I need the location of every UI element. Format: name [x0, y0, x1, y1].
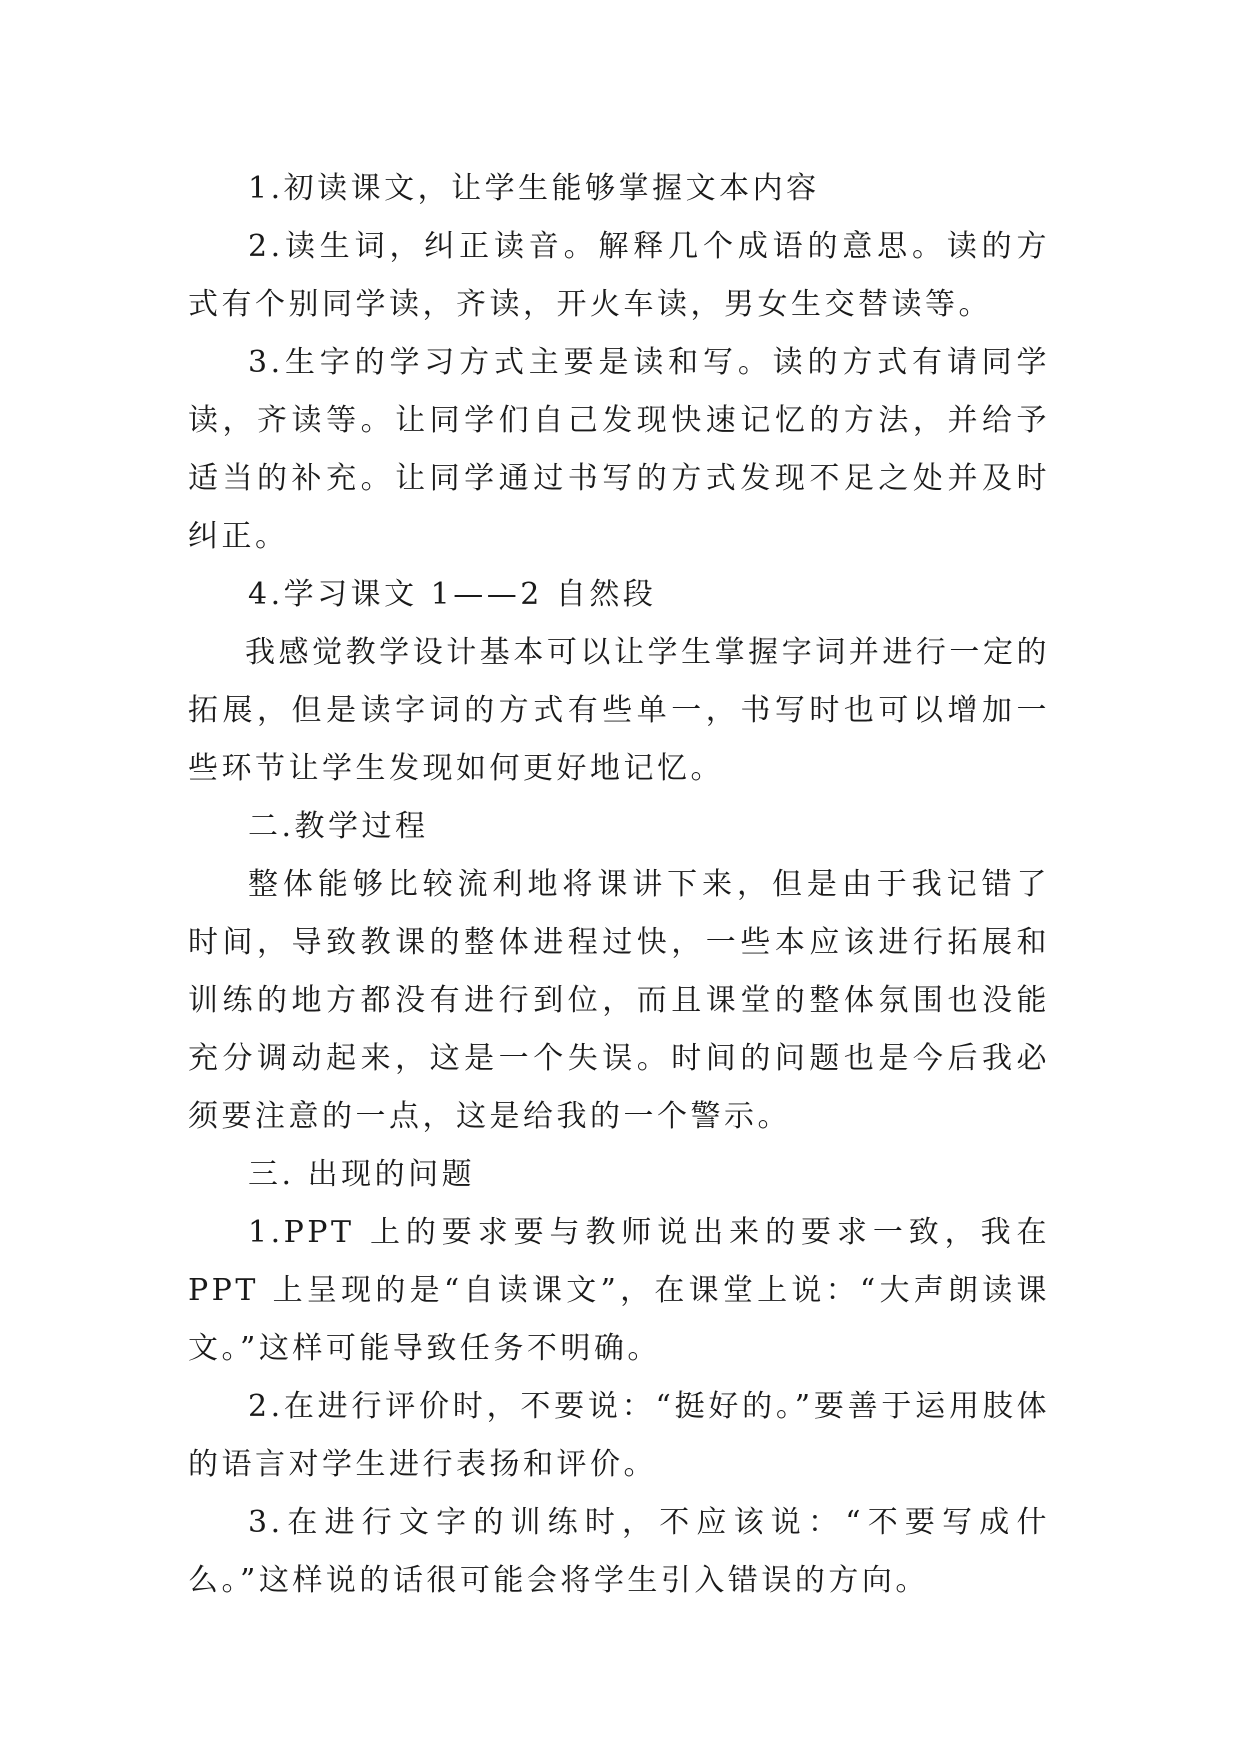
section-heading-2: 二.教学过程	[248, 809, 429, 844]
document-body	[188, 160, 1050, 1610]
paragraph-1: 1.初读课文，让学生能够掌握文本内容	[248, 171, 820, 206]
section-heading-3: 三. 出现的问题	[248, 1157, 476, 1192]
paragraph-8: 2.在进行评价时，不要说：“挺好的。”要善于运用肢体的语言对学生进行表扬和评价。	[188, 1389, 1050, 1482]
paragraph-6: 整体能够比较流利地将课讲下来，但是由于我记错了时间，导致教课的整体进程过快，一些本应该进行拓展和训练的地方都没有进行到位，而且课堂的整体氛围也没能充分调动起来，这是一个失误。时间的问题也是今后我必须要注意的一点，这是给我的一个警示。	[188, 867, 1050, 1134]
paragraph-2: 2.读生词，纠正读音。解释几个成语的意思。读的方式有个别同学读，齐读，开火车读，男女生交替读等。	[188, 229, 1050, 322]
paragraph-4: 4.学习课文 1——2 自然段	[248, 577, 657, 612]
paragraph-5: 我感觉教学设计基本可以让学生掌握字词并进行一定的拓展，但是读字词的方式有些单一，书写时也可以增加一些环节让学生发现如何更好地记忆。	[188, 635, 1050, 786]
paragraph-7: 1.PPT 上的要求要与教师说出来的要求一致，我在 PPT 上呈现的是“自读课文”，在课堂上说：“大声朗读课文。”这样可能导致任务不明确。	[188, 1215, 1050, 1366]
paragraph-9: 3.在进行文字的训练时，不应该说：“不要写成什么。”这样说的话很可能会将学生引入错误的方向。	[188, 1505, 1050, 1598]
paragraph-3: 3.生字的学习方式主要是读和写。读的方式有请同学读，齐读等。让同学们自己发现快速记忆的方法，并给予适当的补充。让同学通过书写的方式发现不足之处并及时纠正。	[188, 345, 1050, 554]
